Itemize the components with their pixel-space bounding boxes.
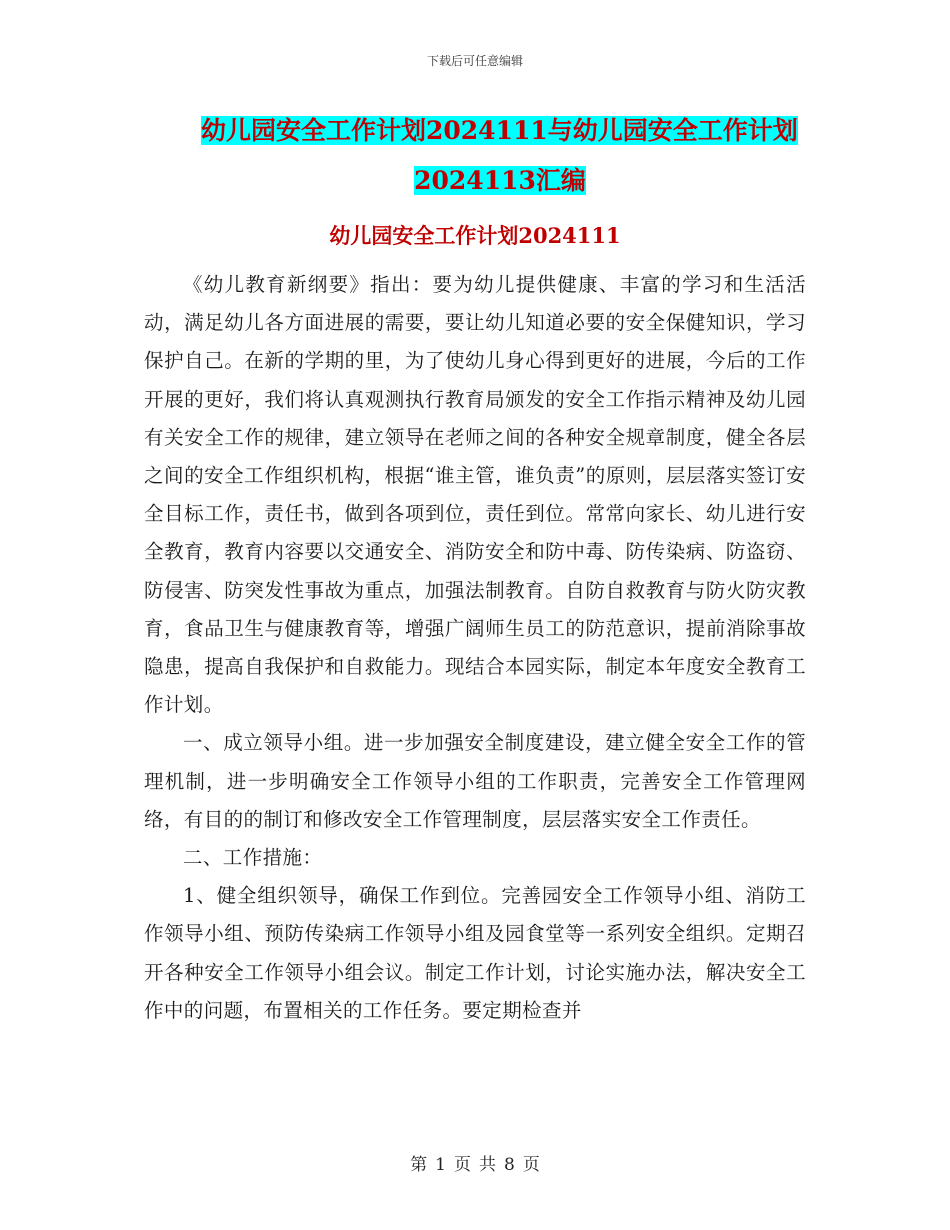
paragraph: 二、工作措施： bbox=[183, 846, 323, 870]
paragraph: 《幼儿教育新纲要》指出：要为幼儿提供健康、丰富的学习和生活活动，满足幼儿各方面进展的需要，要让幼儿知道必要的安全保健知识，学习保护自己。在新的学期的里，为了使幼儿身心得到更好的进展，今后的工作开展的更好，我们将认真观测执行教育局颁发的安全工作指示精神及幼儿园有关安全工作的规律，建立领导在老师之间的各种安全规章制度，健全各层之间的安全工作组织机构，根据“谁主管，谁负责”的原则，层层落实签订安全目标工作，责任书，做到各项到位，责任到位。常常向家长、幼儿进行安全教育，教育内容要以交通安全、消防安全和防中毒、防传染病、防盗窃、防侵害、防突发性事故为重点，加强法制教育。自防自救教育与防火防灾教育，食品卫生与健康教育等，增强广阔师生员工的防范意识，提前消除事故隐患，提高自我保护和自救能力。现结合本园实际，制定本年度安全教育工作计划。 bbox=[144, 273, 806, 717]
footer-page-word: 页 bbox=[454, 1155, 471, 1175]
footer-suffix: 页 bbox=[522, 1155, 540, 1175]
page-footer bbox=[0, 1154, 950, 1176]
document-title bbox=[120, 106, 880, 206]
footer-total-word: 共 bbox=[479, 1155, 496, 1175]
document-title-line-1: 幼儿园安全工作计划2024111与幼儿园安全工作计划 bbox=[201, 116, 798, 145]
total-page-count: 8 bbox=[504, 1155, 515, 1175]
current-page-number: 1 bbox=[435, 1155, 446, 1175]
footer-prefix: 第 bbox=[410, 1155, 428, 1175]
paragraph: 1、健全组织领导，确保工作到位。完善园安全工作领导小组、消防工作领导小组、预防传染病工作领导小组及园食堂等一系列安全组织。定期召开各种安全工作领导小组会议。制定工作计划，讨论实施办法，解决安全工作中的问题，布置相关的工作任务。要定期检查并 bbox=[144, 884, 806, 1022]
document-body bbox=[144, 266, 806, 1030]
page-header-note: 下载后可任意编辑 bbox=[426, 54, 523, 68]
section-title: 幼儿园安全工作计划2024111 bbox=[329, 223, 621, 248]
document-title-line-2: 2024113汇编 bbox=[414, 166, 586, 195]
paragraph: 一、成立领导小组。进一步加强安全制度建设，建立健全安全工作的管理机制，进一步明确安全工作领导小组的工作职责，完善安全工作管理网络，有目的的制订和修改安全工作管理制度，层层落实安全工作责任。 bbox=[144, 731, 806, 831]
